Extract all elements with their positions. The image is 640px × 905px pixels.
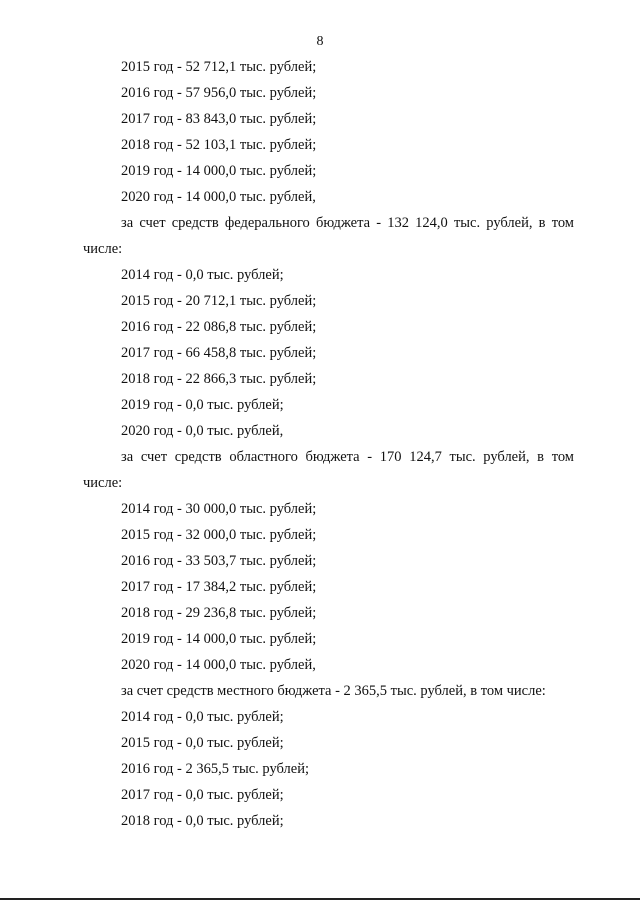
federal-year-line-2020: 2020 год - 0,0 тыс. рублей, <box>121 423 284 439</box>
regional-year-line-2015: 2015 год - 32 000,0 тыс. рублей; <box>121 527 317 543</box>
regional-budget-heading-continuation: числе: <box>83 475 123 491</box>
federal-year-line-2018: 2018 год - 22 866,3 тыс. рублей; <box>121 371 317 387</box>
federal-year-line-2017: 2017 год - 66 458,8 тыс. рублей; <box>121 345 317 361</box>
federal-year-line-2014: 2014 год - 0,0 тыс. рублей; <box>121 267 284 283</box>
year-line-2015-total: 2015 год - 52 712,1 тыс. рублей; <box>121 59 317 75</box>
bottom-edge-divider <box>0 898 640 900</box>
regional-budget-heading: за счет средств областного бюджета - 170 124,7 тыс. рублей, в том <box>121 449 574 465</box>
federal-year-line-2019: 2019 год - 0,0 тыс. рублей; <box>121 397 284 413</box>
regional-year-line-2019: 2019 год - 14 000,0 тыс. рублей; <box>121 631 317 647</box>
local-year-line-2016: 2016 год - 2 365,5 тыс. рублей; <box>121 761 309 777</box>
regional-year-line-2018: 2018 год - 29 236,8 тыс. рублей; <box>121 605 317 621</box>
federal-year-line-2015: 2015 год - 20 712,1 тыс. рублей; <box>121 293 317 309</box>
local-budget-heading: за счет средств местного бюджета - 2 365,5 тыс. рублей, в том числе: <box>121 683 546 699</box>
year-line-2018-total: 2018 год - 52 103,1 тыс. рублей; <box>121 137 317 153</box>
local-year-line-2018: 2018 год - 0,0 тыс. рублей; <box>121 813 284 829</box>
year-line-2017-total: 2017 год - 83 843,0 тыс. рублей; <box>121 111 317 127</box>
local-year-line-2017: 2017 год - 0,0 тыс. рублей; <box>121 787 284 803</box>
page-number: 8 <box>316 34 324 49</box>
regional-year-line-2020: 2020 год - 14 000,0 тыс. рублей, <box>121 657 316 673</box>
regional-year-line-2017: 2017 год - 17 384,2 тыс. рублей; <box>121 579 317 595</box>
federal-budget-heading: за счет средств федерального бюджета - 132 124,0 тыс. рублей, в том <box>121 215 574 231</box>
local-year-line-2014: 2014 год - 0,0 тыс. рублей; <box>121 709 284 725</box>
regional-year-line-2014: 2014 год - 30 000,0 тыс. рублей; <box>121 501 317 517</box>
year-line-2020-total: 2020 год - 14 000,0 тыс. рублей, <box>121 189 316 205</box>
local-year-line-2015: 2015 год - 0,0 тыс. рублей; <box>121 735 284 751</box>
year-line-2019-total: 2019 год - 14 000,0 тыс. рублей; <box>121 163 317 179</box>
federal-budget-heading-continuation: числе: <box>83 241 123 257</box>
regional-year-line-2016: 2016 год - 33 503,7 тыс. рублей; <box>121 553 317 569</box>
budget-text-body <box>0 54 640 834</box>
federal-year-line-2016: 2016 год - 22 086,8 тыс. рублей; <box>121 319 317 335</box>
year-line-2016-total: 2016 год - 57 956,0 тыс. рублей; <box>121 85 317 101</box>
